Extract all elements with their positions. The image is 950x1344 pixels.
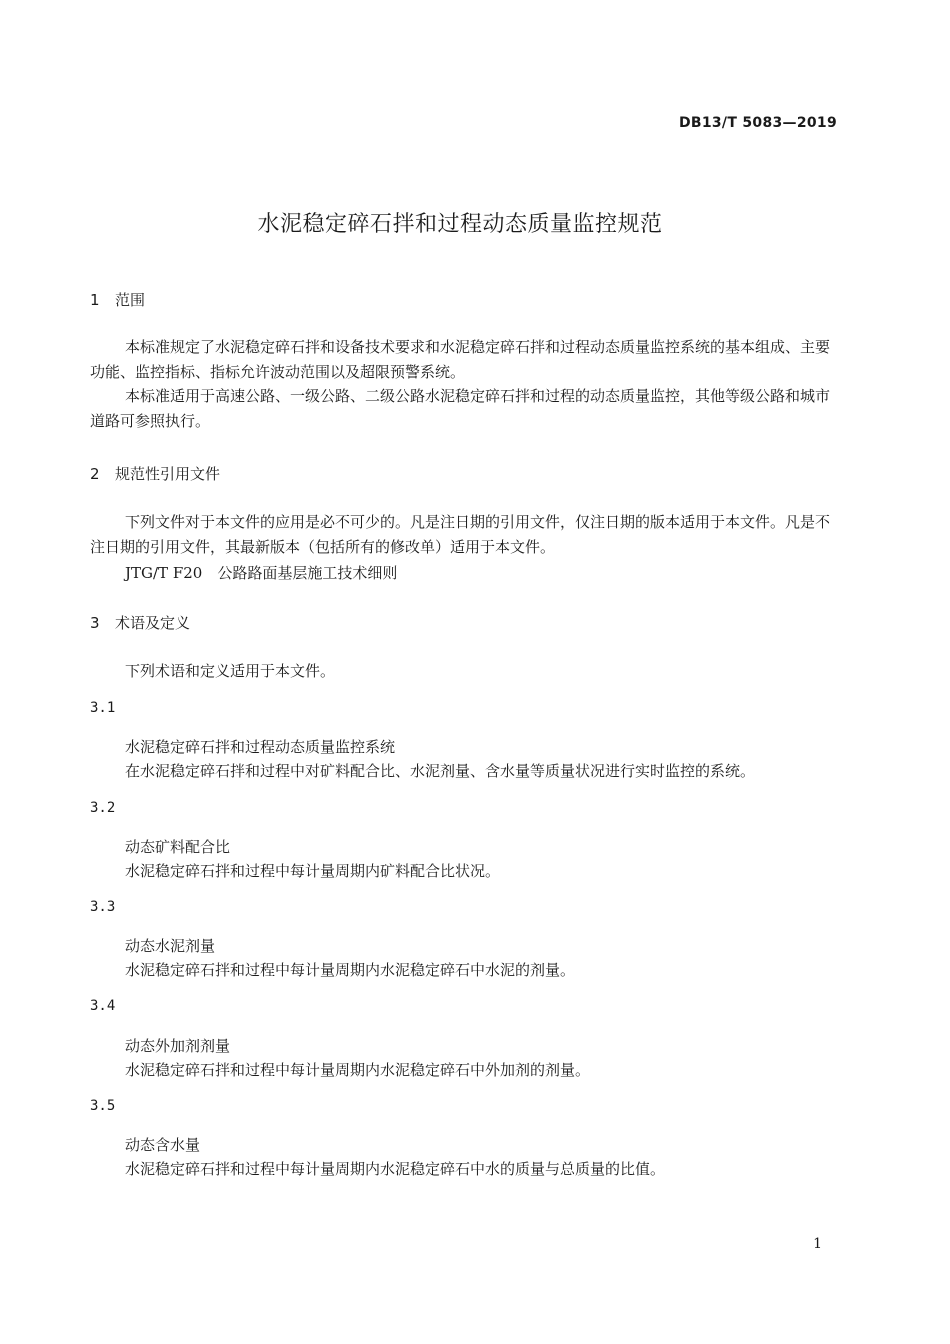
term-number: 3.2: [90, 800, 116, 816]
section-title: 规范性引用文件: [115, 465, 221, 483]
scope-paragraph-1: 本标准规定了水泥稳定碎石拌和设备技术要求和水泥稳定碎石拌和过程动态质量监控系统的基本组成、主要功能、监控指标、指标允许波动范围以及超限预警系统。: [90, 338, 831, 381]
term-name: 水泥稳定碎石拌和过程动态质量监控系统: [125, 738, 396, 756]
section-heading-scope: [90, 289, 145, 310]
term-name: 动态矿料配合比: [125, 838, 231, 856]
term-name: 动态外加剂剂量: [125, 1037, 231, 1055]
section-number: 3: [90, 614, 100, 632]
terms-intro: 下列术语和定义适用于本文件。: [125, 662, 336, 680]
section-number: 2: [90, 465, 100, 483]
term-definition: 水泥稳定碎石拌和过程中每计量周期内矿料配合比状况。: [125, 862, 501, 880]
scope-paragraph-2: 本标准适用于高速公路、一级公路、二级公路水泥稳定碎石拌和过程的动态质量监控，其他等级公路和城市道路可参照执行。: [90, 387, 831, 430]
document-title: 水泥稳定碎石拌和过程动态质量监控规范: [257, 212, 663, 237]
section-heading-references: [90, 463, 220, 484]
section-title: 术语及定义: [115, 614, 191, 632]
term-definition: 在水泥稳定碎石拌和过程中对矿料配合比、水泥剂量、含水量等质量状况进行实时监控的系统。: [125, 762, 756, 780]
term-number: 3.4: [90, 998, 116, 1014]
term-number: 3.5: [90, 1098, 116, 1114]
references-paragraph: 下列文件对于本文件的应用是必不可少的。凡是注日期的引用文件，仅注日期的版本适用于本文件。凡是不注日期的引用文件，其最新版本（包括所有的修改单）适用于本文件。: [90, 513, 831, 556]
page-number: 1: [813, 1236, 822, 1252]
term-name: 动态水泥剂量: [125, 937, 216, 955]
section-heading-terms: [90, 612, 190, 633]
term-definition: 水泥稳定碎石拌和过程中每计量周期内水泥稳定碎石中水的质量与总质量的比值。: [125, 1160, 666, 1178]
term-definition: 水泥稳定碎石拌和过程中每计量周期内水泥稳定碎石中外加剂的剂量。: [125, 1061, 591, 1079]
term-number: 3.3: [90, 899, 116, 915]
reference-item: JTG/T F20 公路路面基层施工技术细则: [125, 564, 398, 582]
term-number: 3.1: [90, 700, 116, 716]
term-name: 动态含水量: [125, 1136, 201, 1154]
term-definition: 水泥稳定碎石拌和过程中每计量周期内水泥稳定碎石中水泥的剂量。: [125, 961, 576, 979]
section-title: 范围: [115, 291, 146, 309]
section-number: 1: [90, 291, 100, 309]
document-code: DB13/T 5083—2019: [678, 115, 837, 131]
